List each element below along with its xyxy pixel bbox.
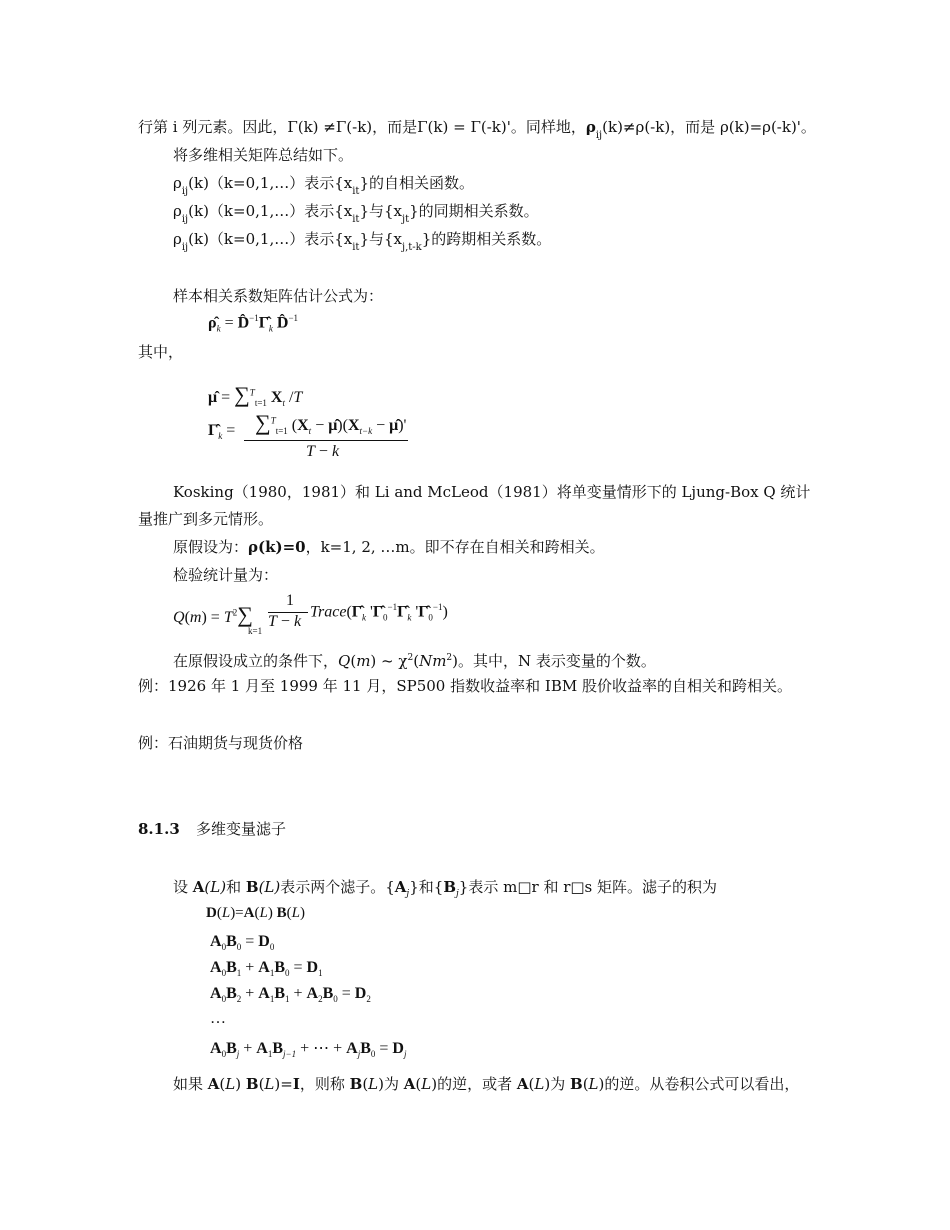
text-example-1: 例：1926 年 1 月至 1999 年 11 月，SP500 指数收益率和 IBM 股价收益率的自相关和跨相关。 xyxy=(138,677,792,695)
condition-head: 在原假设成立的条件下， xyxy=(173,652,339,670)
gamma-denominator: T − k xyxy=(306,443,340,460)
equation-mu-hat: μ̂ = ∑$^T_{t=1}$ $X_t$ /T xyxy=(208,382,303,409)
rho-symbol: ρ xyxy=(173,174,182,192)
text-line-4 xyxy=(173,201,539,224)
inverse-3: 为 xyxy=(384,1075,404,1093)
gamma-numerator: ∑$^T_{t=1}$ ($X_t$ − $\mû)(X_{t-k}$ − μ̂)' xyxy=(255,410,407,437)
text-condition: 在原假设成立的条件下，Q(m) ~ $\chi^2(Nm^2)$。其中，N 表示变量的个数。 xyxy=(173,652,656,670)
h0-tail: ，k=1, 2, …m。即不存在自相关和跨相关。 xyxy=(305,538,605,556)
rho-symbol: ρ xyxy=(173,230,182,248)
text-inverse: 如果 A(L) B(L)=I，则称 B(L)为 A(L)的逆，或者 A(L)为 B(L)的逆。从卷积公式可以看出， xyxy=(173,1075,800,1093)
gamma-fraction-line xyxy=(244,440,408,441)
filter-intro-1: 设 xyxy=(173,878,193,896)
line4-mid: (k)（k=0,1,…）表示{x xyxy=(188,202,353,220)
rho-symbol: ρ xyxy=(585,118,596,136)
equation-dj: $A_0B_j + A_1B_{j-1}$ + ⋯ + $A_jB_0 = D_j$ xyxy=(210,1040,407,1060)
line1-tail: (k)≠ρ(-k)，而是 ρ(k)=ρ(-k)'。 xyxy=(602,118,816,136)
subscript-jt: jt xyxy=(401,214,410,225)
text-hypothesis xyxy=(173,537,605,557)
subscript-ij: ij xyxy=(181,242,189,253)
text-statistic: 检验统计量为： xyxy=(173,566,279,584)
text-kosking-1: Kosking（1980，1981）和 Li and McLeod（1981）将单变量情形下的 Ljung-Box Q 统计 xyxy=(173,483,811,501)
matrix-A: A xyxy=(192,878,205,896)
line5-mid: (k)（k=0,1,…）表示{x xyxy=(188,230,353,248)
text-line-5 xyxy=(173,229,551,252)
matrix-B: B xyxy=(245,878,259,896)
filter-intro-5: }表示 m□r 和 r□s 矩阵。滤子的积为 xyxy=(458,878,718,896)
subscript-ij: ij xyxy=(181,186,189,197)
rho-symbol: ρ xyxy=(173,202,182,220)
equation-gamma-hat: $\Gammâ_k$ = xyxy=(208,422,236,442)
text-sample: 样本相关系数矩阵估计公式为： xyxy=(173,287,384,305)
q-frac-num: 1 xyxy=(286,592,294,609)
inverse-2: ，则称 xyxy=(299,1075,350,1093)
equation-filter-product: D(L)=A(L) B(L) xyxy=(206,905,305,921)
condition-tail: 。其中，N 表示变量的个数。 xyxy=(458,652,656,670)
text-line-1 xyxy=(138,117,816,140)
q-sum-lower: k=1 xyxy=(248,626,263,636)
text-kosking-2: 量推广到多元情形。 xyxy=(138,510,274,528)
subscript-it: it xyxy=(352,242,360,253)
text-line-2: 将多维相关矩阵总结如下。 xyxy=(173,146,354,164)
filter-intro-3: 表示两个滤子。{ xyxy=(280,878,395,896)
line3-mid: (k)（k=0,1,…）表示{x xyxy=(188,174,353,192)
q-frac-den: T − k xyxy=(268,613,302,630)
subscript-ij: ij xyxy=(181,214,189,225)
lag-L: (L) xyxy=(204,878,227,896)
section-title: 多维变量滤子 xyxy=(196,820,287,838)
line5-tail: }的跨期相关系数。 xyxy=(421,230,552,248)
line3-tail: }的自相关函数。 xyxy=(359,174,474,192)
h0-label: 原假设为： xyxy=(173,538,249,556)
filter-intro-4: }和{ xyxy=(409,878,444,896)
section-number: 8.1.3 xyxy=(138,820,180,838)
text-example-2: 例：石油期货与现货价格 xyxy=(138,734,304,752)
line4-tail: }的同期相关系数。 xyxy=(409,202,539,220)
equation-q-statistic: $Q(m) = T^2\sum$ xyxy=(173,602,253,627)
equation-d0: $A_0B_0 = D_0$ xyxy=(210,933,275,953)
equation-d2: $A_0B_2 + A_1B_1 + A_2B_0 = D_2$ xyxy=(210,985,371,1005)
lag-L: (L) xyxy=(258,878,281,896)
q-trace: $Trace(\Gammâ_k$ '$\Gammâ_0^{-1}\Gammâ_k$ '$\Gammâ_0^{-1}$) xyxy=(310,602,448,623)
inverse-6: 的逆。从卷积公式可以看出， xyxy=(604,1075,800,1093)
line1-text: 行第 i 列元素。因此，Γ(k) ≠Γ(-k)，而是Γ(k) = Γ(-k)'。同样地， xyxy=(138,118,586,136)
inverse-1: 如果 xyxy=(173,1075,208,1093)
h0-formula: ρ(k)=0 xyxy=(248,538,306,556)
subscript-ij: ij xyxy=(595,130,603,141)
line4-mid2: }与{x xyxy=(359,202,402,220)
filter-intro-2: 和 xyxy=(226,878,246,896)
inverse-5: 为 xyxy=(550,1075,570,1093)
inverse-4: 的逆，或者 xyxy=(437,1075,517,1093)
text-where: 其中， xyxy=(138,343,184,361)
subscript-jtk: j,t-k xyxy=(401,242,422,253)
line5-mid2: }与{x xyxy=(359,230,402,248)
text-line-3 xyxy=(173,173,474,196)
equation-d1: $A_0B_1 + A_1B_0 = D_1$ xyxy=(210,959,323,979)
text-filter-intro: 设 A(L)和 B(L)表示两个滤子。$\{A_j\}$和$\{B_j\}$表示 m□r 和 r□s 矩阵。滤子的积为 xyxy=(173,878,718,899)
subscript-it: it xyxy=(352,214,360,225)
equation-rho-hat: $\rhô_k$ = $D̂^{-1}\Gammâ_k$ D̂$^{-1}$ xyxy=(208,313,299,334)
equation-ellipsis: … xyxy=(210,1010,226,1027)
subscript-it: it xyxy=(352,186,360,197)
